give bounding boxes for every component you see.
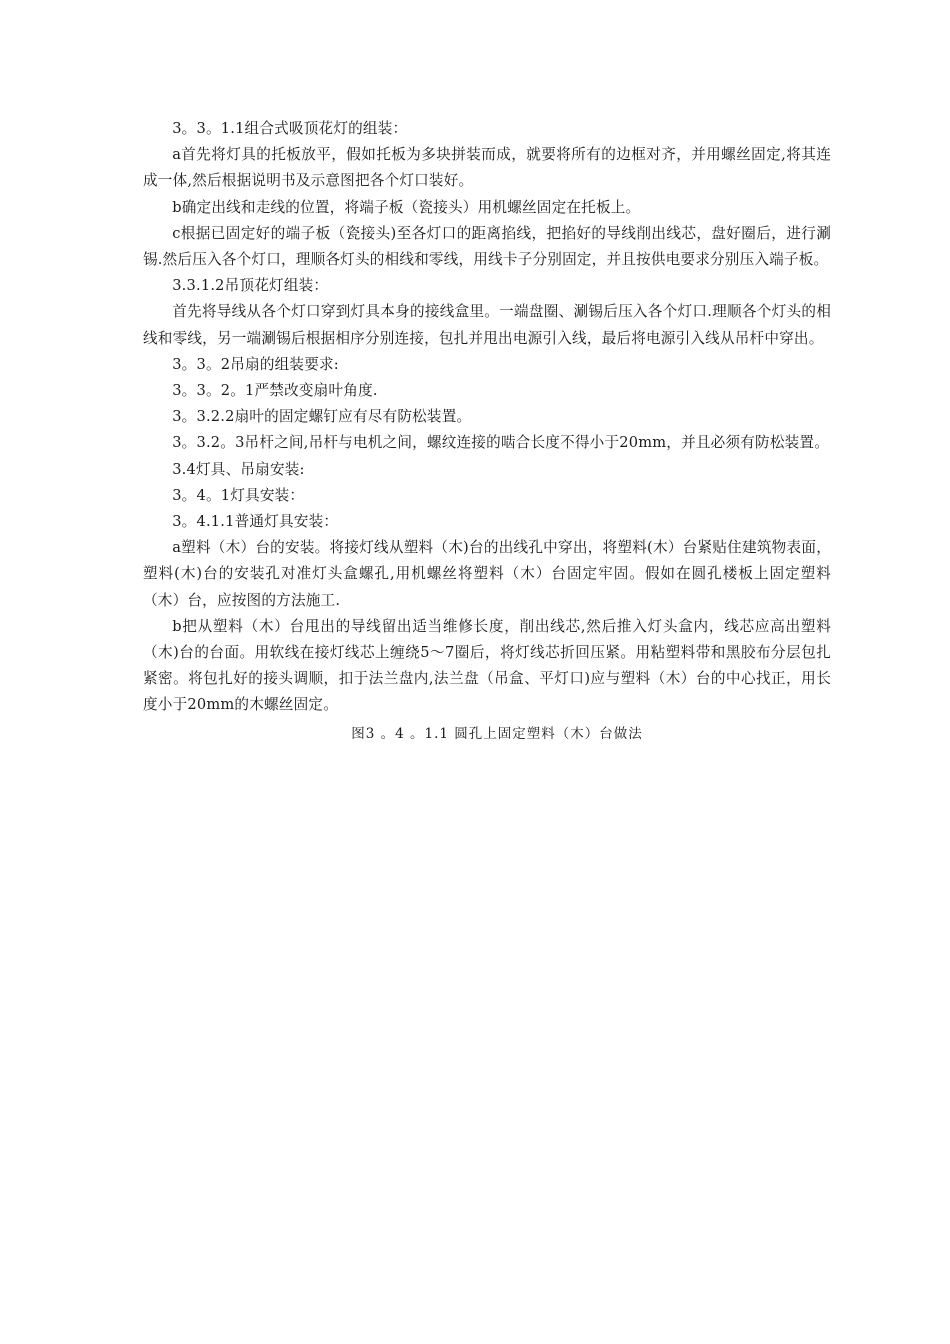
paragraph-fan-rule-2: 3。3.2.2扇叶的固定螺钉应有尽有防松装置。 (172, 408, 472, 426)
figure-caption: 图3 。4 。1.1 圆孔上固定塑料（木）台做法 (351, 725, 643, 742)
paragraph-fan-assembly-heading: 3。3。2吊扇的组装要求: (172, 355, 339, 373)
paragraph-ceiling-lamp-assembly-heading: 3。3。1.1组合式吸顶花灯的组装： (172, 120, 408, 137)
paragraph-installation-heading: 3.4灯具、吊扇安装: (172, 460, 305, 478)
paragraph-step-b-terminal: b确定出线和走线的位置，将端子板（瓷接头）用机螺丝固定在托板上。 (172, 198, 641, 216)
paragraph-step-c-wiring: c根据已固定好的端子板（瓷接头)至各灯口的距离掐线，把掐好的导线削出线芯，盘好圈后，进行涮锡.然后压入各个灯口，理顺各灯头的相线和零线，用线卡子分别固定，并且按供电要求分别压入端子板。 (143, 224, 831, 269)
paragraph-ordinary-lamp-heading: 3。4.1.1普通灯具安装： (172, 513, 339, 531)
paragraph-lamp-installation-heading: 3。4。1灯具安装： (172, 486, 305, 504)
paragraph-step-a-tray: a首先将灯具的托板放平，假如托板为多块拼装而成，就要将所有的边框对齐，并用螺丝固定,将其连成一体,然后根据说明书及示意图把各个灯口装好。 (143, 146, 831, 190)
paragraph-pendant-lamp-heading: 3.3.1.2吊顶花灯组装： (172, 277, 329, 295)
paragraph-pendant-lamp-text: 首先将导线从各个灯口穿到灯具本身的接线盒里。一端盘圈、涮锡后压入各个灯口.理顺各个灯头的相线和零线，另一端涮锡后根据相序分别连接，包扎并甩出电源引入线，最后将电源引入线从吊杆中穿出。 (143, 303, 831, 347)
document-body (143, 116, 831, 747)
paragraph-fan-rule-1: 3。3。2。1严禁改变扇叶角度. (172, 382, 378, 400)
paragraph-fan-rule-3: 3。3.2。3吊杆之间,吊杆与电机之间，螺纹连接的啮合长度不得小于20mm，并且必须有防松装置。 (172, 434, 830, 452)
paragraph-step-a-base: a塑料（木）台的安装。将接灯线从塑料（木)台的出线孔中穿出，将塑料(木）台紧贴住建筑物表面，塑料(木)台的安装孔对准灯头盒螺孔,用机螺丝将塑料（木）台固定牢固。假如在圆孔楼板上固定塑料（木）台，应按图的方法施工. (143, 539, 831, 609)
paragraph-step-b-wire: b把从塑料（木）台甩出的导线留出适当维修长度，削出线芯,然后推入灯头盒内，线芯应高出塑料（木)台的台面。用软线在接灯线芯上缠绕5～7圈后，将灯线芯折回压紧。用粘塑料带和黑胶布分层包扎紧密。将包扎好的接头调顺，扣于法兰盘内,法兰盘（吊盒、平灯口)应与塑料（木）台的中心找正，用长度小于20mm的木螺丝固定。 (143, 617, 831, 714)
